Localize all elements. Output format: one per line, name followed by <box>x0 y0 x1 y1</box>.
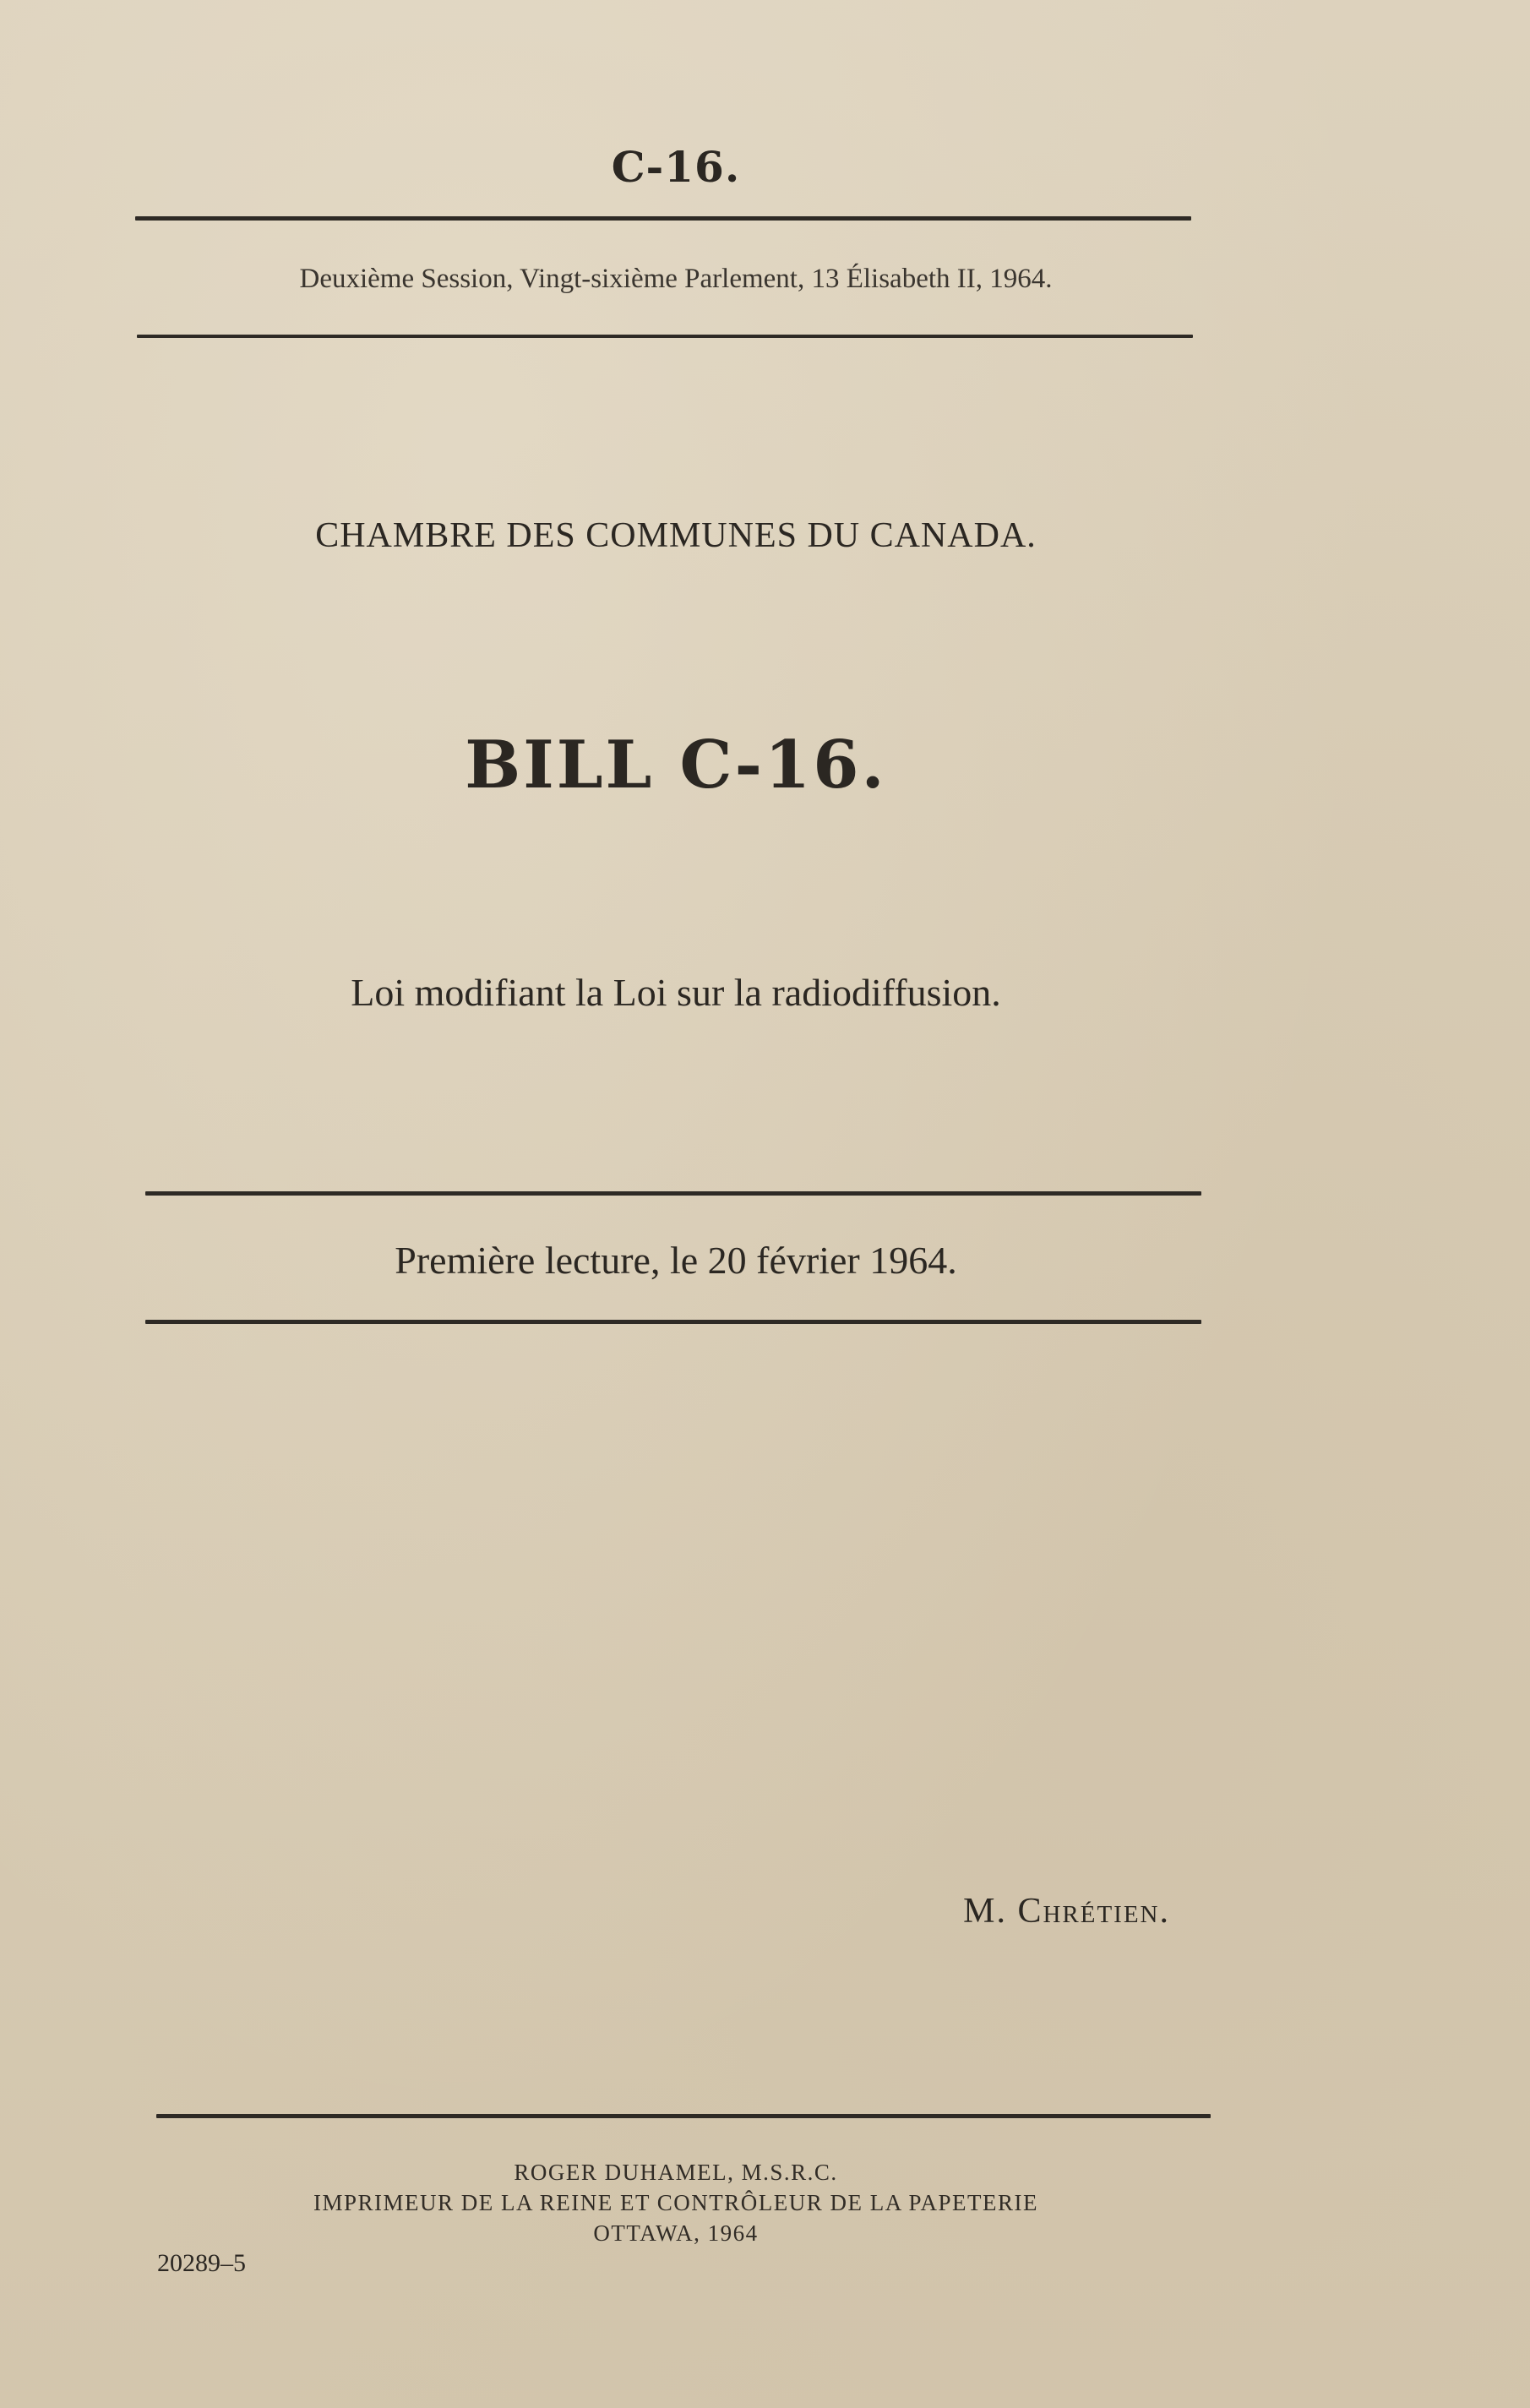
sponsor-name: M. Chrétien. <box>963 1892 1170 1931</box>
bill-subtitle: Loi modifiant la Loi sur la radiodiffusion. <box>351 971 1001 1014</box>
reading-rule-bottom <box>145 1320 1201 1324</box>
header-rule-bottom <box>137 335 1193 338</box>
printer-title: IMPRIMEUR DE LA REINE ET CONTRÔLEUR DE LA PAPETERIE <box>313 2190 1038 2215</box>
imprint-rule <box>156 2114 1211 2118</box>
bill-title: BILL C-16. <box>465 727 887 804</box>
reading-rule-top <box>145 1191 1201 1196</box>
document-number: 20289–5 <box>157 2249 246 2277</box>
header-rule-top <box>135 216 1191 221</box>
printer-location-year: OTTAWA, 1964 <box>593 2220 759 2246</box>
house-of-commons-heading: CHAMBRE DES COMMUNES DU CANADA. <box>315 516 1037 555</box>
first-reading-line: Première lecture, le 20 février 1964. <box>395 1239 957 1282</box>
printer-name: ROGER DUHAMEL, M.S.R.C. <box>514 2160 838 2185</box>
session-line: Deuxième Session, Vingt-sixième Parlement, 13 Élisabeth II, 1964. <box>299 264 1053 294</box>
bill-code-header: C-16. <box>611 142 741 192</box>
